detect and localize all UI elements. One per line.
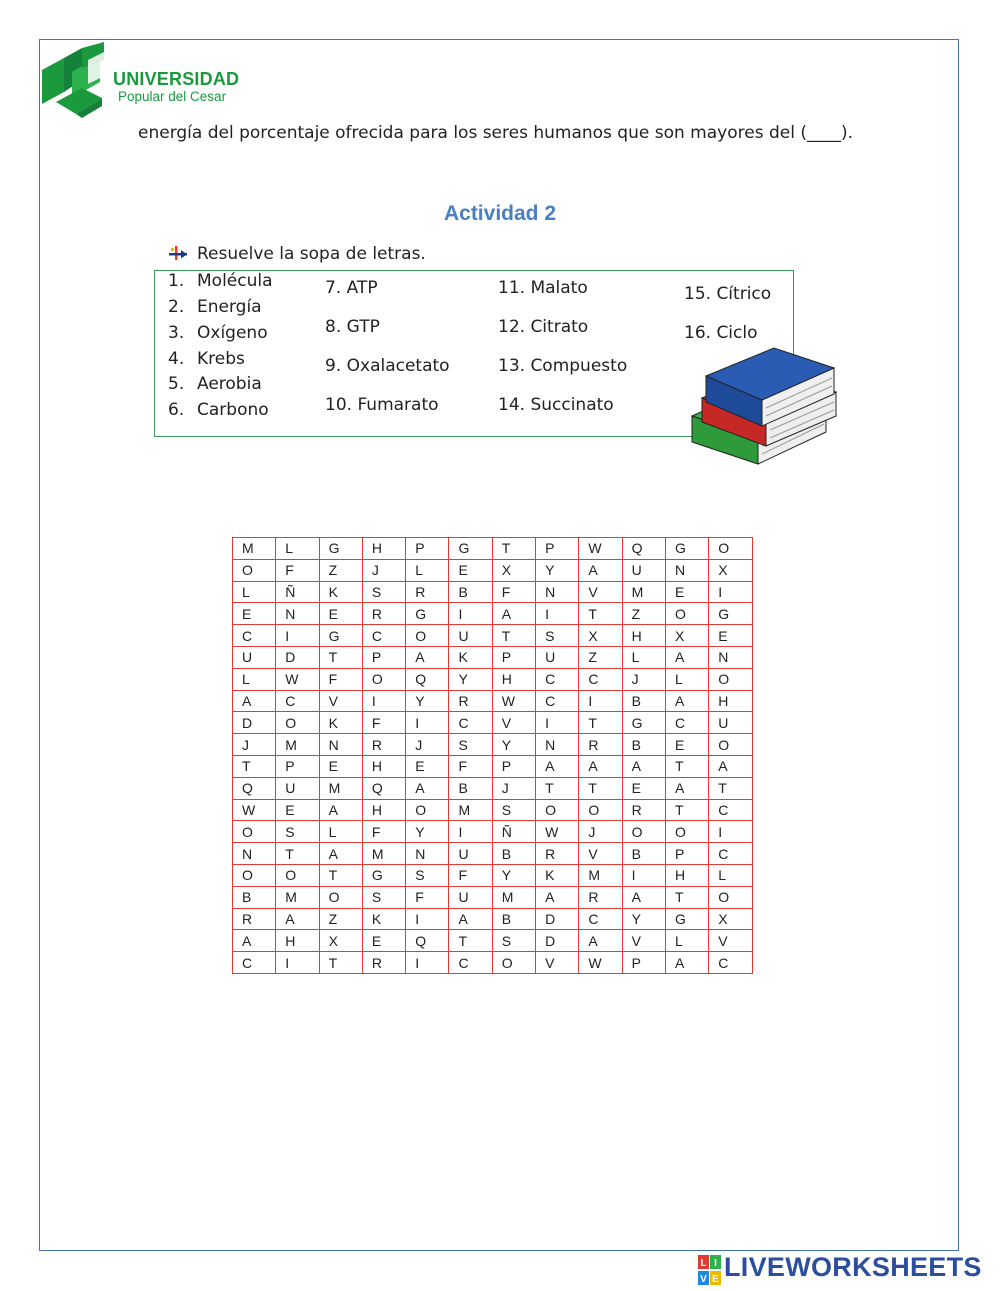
grid-cell[interactable]: G xyxy=(362,864,405,886)
word-item: 11. Malato xyxy=(498,278,588,298)
grid-row xyxy=(233,755,753,777)
grid-cell[interactable]: O xyxy=(233,821,276,843)
grid-cell[interactable]: K xyxy=(536,864,579,886)
grid-cell[interactable]: O xyxy=(406,625,449,647)
grid-cell[interactable]: J xyxy=(579,821,622,843)
grid-cell[interactable]: O xyxy=(276,712,319,734)
grid-cell[interactable]: A xyxy=(492,603,535,625)
word-search-grid xyxy=(232,537,753,974)
grid-cell[interactable]: P xyxy=(665,843,708,865)
grid-cell[interactable]: U xyxy=(449,625,492,647)
grid-cell[interactable]: A xyxy=(665,690,708,712)
grid-cell[interactable]: I xyxy=(276,952,319,974)
grid-cell[interactable]: M xyxy=(362,843,405,865)
grid-cell[interactable]: L xyxy=(709,864,752,886)
grid-cell[interactable]: U xyxy=(276,777,319,799)
grid-cell[interactable]: U xyxy=(709,712,752,734)
grid-cell[interactable]: C xyxy=(665,712,708,734)
grid-cell[interactable]: L xyxy=(406,559,449,581)
grid-cell[interactable]: G xyxy=(319,538,362,560)
grid-cell[interactable]: O xyxy=(276,864,319,886)
grid-cell[interactable]: C xyxy=(579,908,622,930)
grid-cell[interactable]: H xyxy=(492,668,535,690)
grid-cell[interactable]: M xyxy=(276,886,319,908)
grid-cell[interactable]: A xyxy=(709,755,752,777)
grid-cell[interactable]: T xyxy=(665,886,708,908)
grid-cell[interactable]: H xyxy=(362,538,405,560)
grid-cell[interactable]: K xyxy=(319,581,362,603)
grid-cell[interactable]: A xyxy=(233,690,276,712)
grid-row xyxy=(233,864,753,886)
grid-cell[interactable]: R xyxy=(362,603,405,625)
grid-cell[interactable]: X xyxy=(709,908,752,930)
grid-cell[interactable]: X xyxy=(709,559,752,581)
word-item: 12. Citrato xyxy=(498,317,589,337)
grid-cell[interactable]: R xyxy=(362,734,405,756)
grid-cell[interactable]: O xyxy=(492,952,535,974)
grid-cell[interactable]: A xyxy=(536,886,579,908)
word-item: 8. GTP xyxy=(325,317,380,337)
instruction xyxy=(168,244,426,264)
grid-row xyxy=(233,843,753,865)
grid-row xyxy=(233,712,753,734)
word-item: 10. Fumarato xyxy=(325,395,439,415)
badge-letter: E xyxy=(712,1274,719,1285)
grid-cell[interactable]: T xyxy=(319,864,362,886)
grid-cell[interactable]: I xyxy=(406,908,449,930)
grid-cell[interactable]: R xyxy=(449,690,492,712)
grid-cell[interactable]: X xyxy=(665,625,708,647)
grid-cell[interactable]: M xyxy=(492,886,535,908)
grid-cell[interactable]: U xyxy=(449,843,492,865)
grid-cell[interactable]: S xyxy=(362,581,405,603)
grid-cell[interactable]: R xyxy=(362,952,405,974)
grid-cell[interactable]: S xyxy=(449,734,492,756)
grid-cell[interactable]: O xyxy=(709,734,752,756)
grid-row xyxy=(233,603,753,625)
word-item: 3. Oxígeno xyxy=(168,323,268,343)
word-item: 2. Energía xyxy=(168,297,262,317)
word-item: 6. Carbono xyxy=(168,400,269,420)
books-icon xyxy=(688,346,844,476)
grid-cell[interactable]: V xyxy=(579,581,622,603)
grid-cell[interactable]: A xyxy=(579,930,622,952)
grid-cell[interactable]: K xyxy=(362,908,405,930)
grid-cell[interactable]: O xyxy=(579,799,622,821)
grid-cell[interactable]: C xyxy=(536,668,579,690)
grid-row xyxy=(233,646,753,668)
grid-cell[interactable]: B xyxy=(492,908,535,930)
grid-cell[interactable]: D xyxy=(536,930,579,952)
grid-cell[interactable]: C xyxy=(449,712,492,734)
grid-cell[interactable]: O xyxy=(233,864,276,886)
grid-cell[interactable]: X xyxy=(579,625,622,647)
grid-cell[interactable]: M xyxy=(579,864,622,886)
grid-cell[interactable]: Q xyxy=(362,777,405,799)
grid-cell[interactable]: X xyxy=(492,559,535,581)
grid-row xyxy=(233,538,753,560)
grid-cell[interactable]: Y xyxy=(492,864,535,886)
word-item: 5. Aerobia xyxy=(168,374,262,394)
grid-cell[interactable]: E xyxy=(362,930,405,952)
grid-cell[interactable]: Z xyxy=(319,908,362,930)
grid-cell[interactable]: O xyxy=(665,603,708,625)
grid-cell[interactable]: A xyxy=(665,777,708,799)
grid-cell[interactable]: B xyxy=(622,734,665,756)
grid-cell[interactable]: Y xyxy=(449,668,492,690)
grid-cell[interactable]: G xyxy=(709,603,752,625)
grid-cell[interactable]: L xyxy=(276,538,319,560)
grid-cell[interactable]: N xyxy=(665,559,708,581)
grid-cell[interactable]: C xyxy=(579,668,622,690)
grid-cell[interactable]: C xyxy=(709,843,752,865)
grid-cell[interactable]: U xyxy=(536,646,579,668)
grid-cell[interactable]: A xyxy=(622,755,665,777)
grid-cell[interactable]: A xyxy=(406,646,449,668)
grid-cell[interactable]: V xyxy=(709,930,752,952)
grid-row xyxy=(233,952,753,974)
grid-cell[interactable]: E xyxy=(319,755,362,777)
grid-cell[interactable]: O xyxy=(622,821,665,843)
grid-cell[interactable]: C xyxy=(233,625,276,647)
grid-cell[interactable]: F xyxy=(406,886,449,908)
badge-letter: V xyxy=(700,1274,707,1285)
grid-cell[interactable]: O xyxy=(709,668,752,690)
grid-cell[interactable]: N xyxy=(233,843,276,865)
grid-cell[interactable]: W xyxy=(492,690,535,712)
grid-cell[interactable]: E xyxy=(665,581,708,603)
grid-cell[interactable]: R xyxy=(406,581,449,603)
grid-cell[interactable]: E xyxy=(233,603,276,625)
grid-cell[interactable]: J xyxy=(362,559,405,581)
grid-cell[interactable]: A xyxy=(536,755,579,777)
grid-cell[interactable]: X xyxy=(319,930,362,952)
grid-cell[interactable]: L xyxy=(233,668,276,690)
grid-cell[interactable]: I xyxy=(709,821,752,843)
word-item: 15. Cítrico xyxy=(684,284,772,304)
grid-cell[interactable]: Q xyxy=(406,668,449,690)
grid-cell[interactable]: I xyxy=(622,864,665,886)
grid-cell[interactable]: F xyxy=(449,864,492,886)
grid-cell[interactable]: I xyxy=(536,712,579,734)
grid-cell[interactable]: B xyxy=(449,777,492,799)
grid-cell[interactable]: A xyxy=(622,886,665,908)
grid-cell[interactable]: P xyxy=(492,755,535,777)
grid-cell[interactable]: T xyxy=(579,603,622,625)
grid-cell[interactable]: Q xyxy=(406,930,449,952)
grid-cell[interactable]: E xyxy=(622,777,665,799)
grid-cell[interactable]: T xyxy=(665,755,708,777)
grid-cell[interactable]: W xyxy=(579,952,622,974)
grid-cell[interactable]: A xyxy=(319,799,362,821)
grid-cell[interactable]: T xyxy=(492,625,535,647)
grid-row xyxy=(233,821,753,843)
grid-cell[interactable]: O xyxy=(233,559,276,581)
grid-cell[interactable]: I xyxy=(406,712,449,734)
grid-cell[interactable]: F xyxy=(276,559,319,581)
grid-cell[interactable]: Y xyxy=(622,908,665,930)
grid-cell[interactable]: Z xyxy=(622,603,665,625)
grid-cell[interactable]: A xyxy=(665,646,708,668)
grid-cell[interactable]: I xyxy=(362,690,405,712)
grid-row xyxy=(233,690,753,712)
grid-cell[interactable]: C xyxy=(233,952,276,974)
grid-cell[interactable]: N xyxy=(536,581,579,603)
grid-cell[interactable]: H xyxy=(665,864,708,886)
grid-cell[interactable]: O xyxy=(709,538,752,560)
intro-paragraph: energía del porcentaje ofrecida para los seres humanos que son mayores del (____). xyxy=(138,123,853,143)
grid-cell[interactable]: C xyxy=(709,952,752,974)
grid-cell[interactable]: S xyxy=(362,886,405,908)
grid-cell[interactable]: T xyxy=(579,712,622,734)
grid-cell[interactable]: V xyxy=(492,712,535,734)
grid-cell[interactable]: C xyxy=(276,690,319,712)
grid-cell[interactable]: V xyxy=(579,843,622,865)
grid-cell[interactable]: G xyxy=(665,908,708,930)
grid-row xyxy=(233,559,753,581)
grid-cell[interactable]: T xyxy=(319,646,362,668)
grid-cell[interactable]: H xyxy=(276,930,319,952)
grid-cell[interactable]: T xyxy=(233,755,276,777)
grid-cell[interactable]: N xyxy=(536,734,579,756)
grid-row xyxy=(233,799,753,821)
grid-cell[interactable]: N xyxy=(406,843,449,865)
liveworksheets-brand[interactable]: LIVEWORKSHEETS xyxy=(724,1252,982,1282)
grid-cell[interactable]: T xyxy=(709,777,752,799)
grid-cell[interactable]: D xyxy=(276,646,319,668)
word-item: 7. ATP xyxy=(325,278,378,298)
grid-cell[interactable]: G xyxy=(622,712,665,734)
grid-cell[interactable]: O xyxy=(319,886,362,908)
grid-cell[interactable]: P xyxy=(492,646,535,668)
grid-cell[interactable]: A xyxy=(319,843,362,865)
grid-cell[interactable]: U xyxy=(622,559,665,581)
word-item: 16. Ciclo xyxy=(684,323,758,343)
grid-row xyxy=(233,668,753,690)
grid-cell[interactable]: Z xyxy=(319,559,362,581)
grid-cell[interactable]: J xyxy=(233,734,276,756)
grid-cell[interactable]: Y xyxy=(492,734,535,756)
grid-cell[interactable]: A xyxy=(579,559,622,581)
grid-cell[interactable]: R xyxy=(579,886,622,908)
grid-cell[interactable]: I xyxy=(536,603,579,625)
grid-cell[interactable]: Ñ xyxy=(492,821,535,843)
grid-cell[interactable]: A xyxy=(276,908,319,930)
grid-cell[interactable]: Y xyxy=(406,690,449,712)
grid-cell[interactable]: L xyxy=(233,581,276,603)
grid-cell[interactable]: P xyxy=(622,952,665,974)
grid-cell[interactable]: C xyxy=(709,799,752,821)
grid-row xyxy=(233,625,753,647)
grid-row xyxy=(233,908,753,930)
grid-cell[interactable]: S xyxy=(536,625,579,647)
grid-cell[interactable]: O xyxy=(406,799,449,821)
grid-row xyxy=(233,930,753,952)
grid-cell[interactable]: I xyxy=(449,603,492,625)
grid-cell[interactable]: L xyxy=(665,668,708,690)
badge-letter: I xyxy=(714,1258,717,1269)
grid-cell[interactable]: B xyxy=(622,843,665,865)
grid-cell[interactable]: A xyxy=(579,755,622,777)
instruction-text: Resuelve la sopa de letras. xyxy=(197,244,426,264)
grid-cell[interactable]: O xyxy=(536,799,579,821)
grid-cell[interactable]: T xyxy=(536,777,579,799)
grid-cell[interactable]: M xyxy=(319,777,362,799)
grid-cell[interactable]: E xyxy=(406,755,449,777)
grid-cell[interactable]: D xyxy=(233,712,276,734)
grid-cell[interactable]: G xyxy=(665,538,708,560)
word-item: 4. Krebs xyxy=(168,349,245,369)
grid-cell[interactable]: E xyxy=(449,559,492,581)
grid-cell[interactable]: H xyxy=(362,755,405,777)
badge-letter: L xyxy=(700,1258,707,1269)
grid-cell[interactable]: M xyxy=(233,538,276,560)
grid-cell[interactable]: F xyxy=(449,755,492,777)
grid-cell[interactable]: R xyxy=(536,843,579,865)
activity-title: Actividad 2 xyxy=(443,202,557,225)
grid-cell[interactable]: S xyxy=(492,930,535,952)
grid-cell[interactable]: F xyxy=(362,712,405,734)
grid-cell[interactable]: E xyxy=(665,734,708,756)
grid-cell[interactable]: R xyxy=(233,908,276,930)
grid-cell[interactable]: H xyxy=(362,799,405,821)
bullet-arrow-icon xyxy=(168,245,188,261)
grid-cell[interactable]: V xyxy=(622,930,665,952)
grid-cell[interactable]: Q xyxy=(233,777,276,799)
grid-cell[interactable]: A xyxy=(665,952,708,974)
grid-cell[interactable]: K xyxy=(319,712,362,734)
grid-cell[interactable]: I xyxy=(709,581,752,603)
word-item: 9. Oxalacetato xyxy=(325,356,450,376)
grid-cell[interactable]: T xyxy=(276,843,319,865)
grid-cell[interactable]: Y xyxy=(406,821,449,843)
grid-cell[interactable]: S xyxy=(492,799,535,821)
grid-cell[interactable]: V xyxy=(536,952,579,974)
grid-cell[interactable]: M xyxy=(622,581,665,603)
grid-cell[interactable]: R xyxy=(622,799,665,821)
grid-cell[interactable]: Y xyxy=(536,559,579,581)
grid-cell[interactable]: P xyxy=(362,646,405,668)
grid-cell[interactable]: W xyxy=(536,821,579,843)
grid-cell[interactable]: J xyxy=(622,668,665,690)
grid-cell[interactable]: C xyxy=(449,952,492,974)
grid-cell[interactable]: I xyxy=(276,625,319,647)
grid-cell[interactable]: C xyxy=(536,690,579,712)
grid-cell[interactable]: E xyxy=(276,799,319,821)
grid-row xyxy=(233,886,753,908)
grid-cell[interactable]: G xyxy=(319,625,362,647)
grid-cell[interactable]: E xyxy=(709,625,752,647)
grid-cell[interactable]: G xyxy=(406,603,449,625)
grid-cell[interactable]: O xyxy=(665,821,708,843)
grid-cell[interactable]: J xyxy=(406,734,449,756)
grid-cell[interactable]: B xyxy=(622,690,665,712)
grid-cell[interactable]: I xyxy=(406,952,449,974)
grid-cell[interactable]: A xyxy=(233,930,276,952)
grid-cell[interactable]: S xyxy=(406,864,449,886)
grid-cell[interactable]: S xyxy=(276,821,319,843)
grid-cell[interactable]: I xyxy=(579,690,622,712)
grid-cell[interactable]: C xyxy=(362,625,405,647)
grid-cell[interactable]: F xyxy=(319,668,362,690)
grid-cell[interactable]: V xyxy=(319,690,362,712)
liveworksheets-badge-icon xyxy=(697,1253,723,1287)
grid-cell[interactable]: B xyxy=(233,886,276,908)
grid-cell[interactable]: N xyxy=(276,603,319,625)
grid-row xyxy=(233,581,753,603)
grid-cell[interactable]: N xyxy=(709,646,752,668)
grid-cell[interactable]: N xyxy=(319,734,362,756)
grid-cell[interactable]: T xyxy=(665,799,708,821)
grid-cell[interactable]: J xyxy=(492,777,535,799)
grid-cell[interactable]: P xyxy=(276,755,319,777)
grid-cell[interactable]: M xyxy=(276,734,319,756)
grid-row xyxy=(233,777,753,799)
logo-subtitle: Popular del Cesar xyxy=(118,89,227,104)
logo-title: UNIVERSIDAD xyxy=(113,69,240,89)
grid-cell[interactable]: T xyxy=(319,952,362,974)
grid-cell[interactable]: H xyxy=(622,625,665,647)
grid-cell[interactable]: P xyxy=(406,538,449,560)
grid-cell[interactable]: W xyxy=(579,538,622,560)
grid-cell[interactable]: G xyxy=(449,538,492,560)
grid-cell[interactable]: I xyxy=(449,821,492,843)
grid-cell[interactable]: B xyxy=(492,843,535,865)
grid-cell[interactable]: K xyxy=(449,646,492,668)
grid-cell[interactable]: L xyxy=(319,821,362,843)
grid-cell[interactable]: P xyxy=(536,538,579,560)
grid-cell[interactable]: F xyxy=(492,581,535,603)
grid-cell[interactable]: B xyxy=(449,581,492,603)
word-item: 1. Molécula xyxy=(168,271,273,291)
grid-cell[interactable]: W xyxy=(233,799,276,821)
grid-cell[interactable]: T xyxy=(449,930,492,952)
grid-cell[interactable]: Q xyxy=(622,538,665,560)
grid-cell[interactable]: U xyxy=(233,646,276,668)
grid-cell[interactable]: E xyxy=(319,603,362,625)
grid-cell[interactable]: M xyxy=(449,799,492,821)
grid-cell[interactable]: U xyxy=(449,886,492,908)
grid-cell[interactable]: L xyxy=(665,930,708,952)
grid-cell[interactable]: T xyxy=(579,777,622,799)
grid-cell[interactable]: R xyxy=(579,734,622,756)
grid-cell[interactable]: W xyxy=(276,668,319,690)
grid-cell[interactable]: A xyxy=(406,777,449,799)
grid-cell[interactable]: F xyxy=(362,821,405,843)
grid-cell[interactable]: T xyxy=(492,538,535,560)
word-item: 13. Compuesto xyxy=(498,356,628,376)
grid-cell[interactable]: O xyxy=(709,886,752,908)
grid-row xyxy=(233,734,753,756)
word-item: 14. Succinato xyxy=(498,395,614,415)
grid-cell[interactable]: H xyxy=(709,690,752,712)
grid-cell[interactable]: Z xyxy=(579,646,622,668)
grid-cell[interactable]: A xyxy=(449,908,492,930)
grid-cell[interactable]: D xyxy=(536,908,579,930)
grid-cell[interactable]: Ñ xyxy=(276,581,319,603)
grid-cell[interactable]: O xyxy=(362,668,405,690)
grid-cell[interactable]: L xyxy=(622,646,665,668)
